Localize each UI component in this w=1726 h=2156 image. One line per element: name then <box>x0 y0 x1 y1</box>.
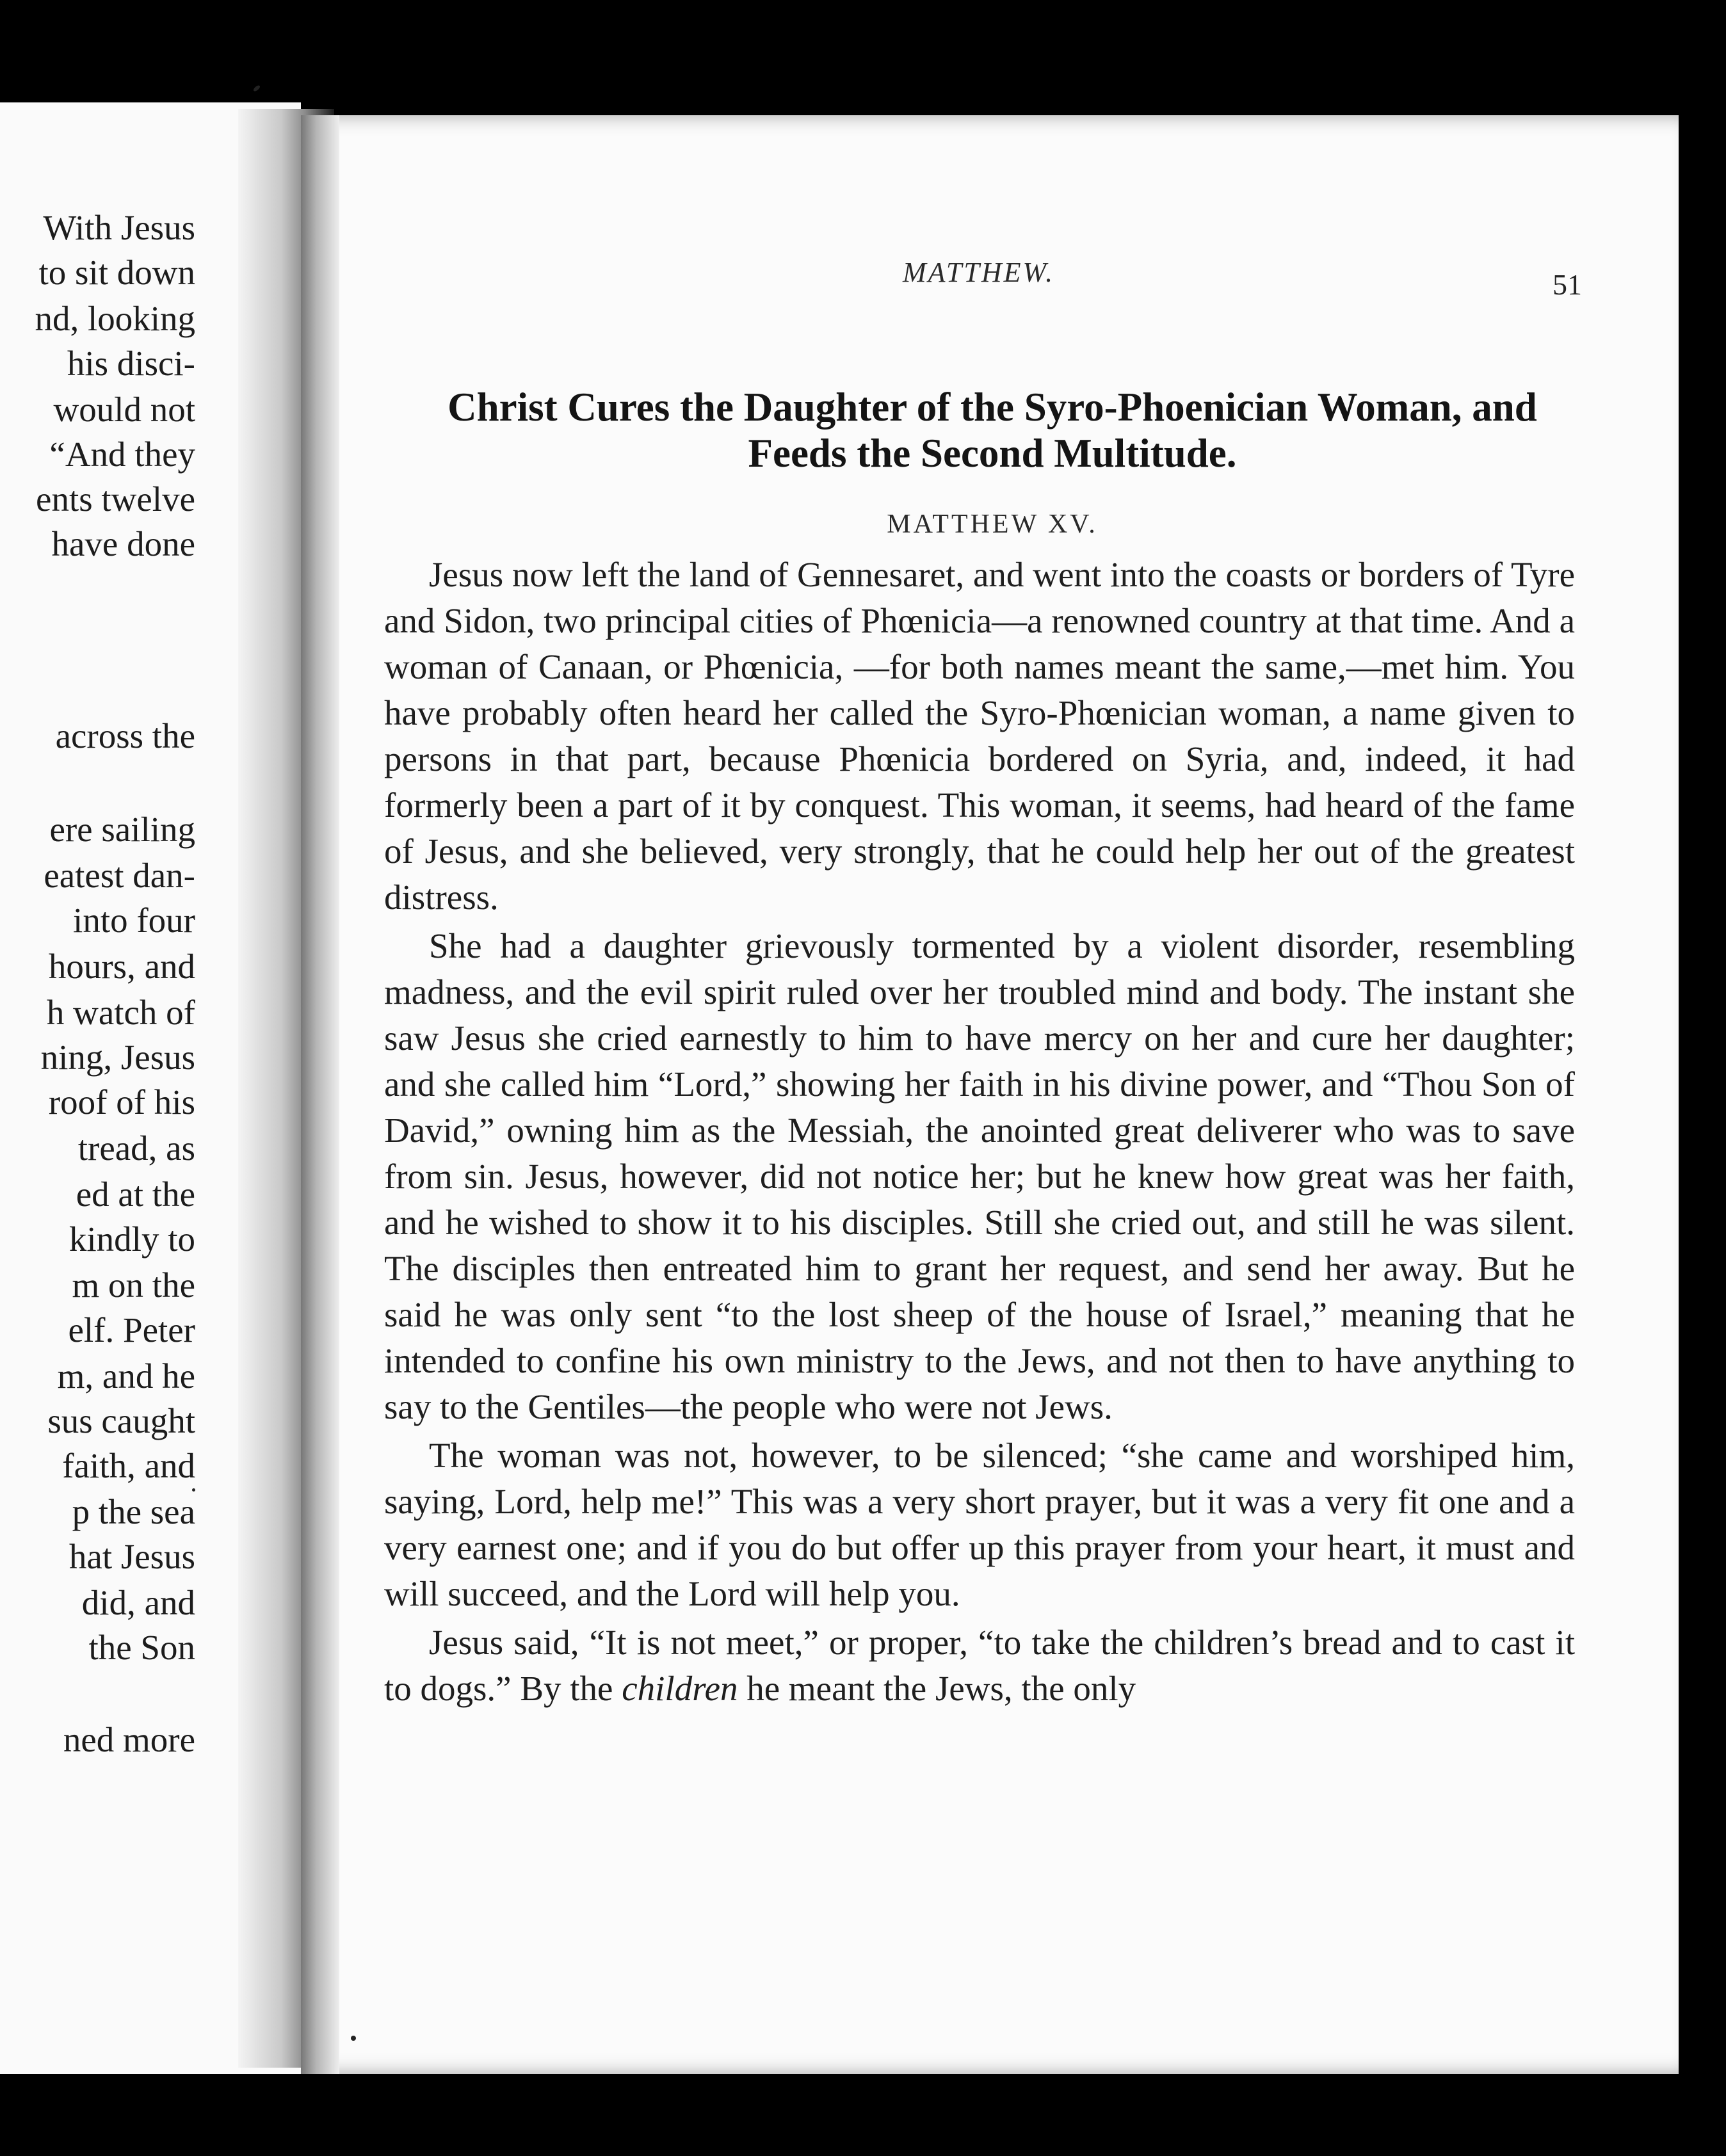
previous-page-line: elf. Peter <box>68 1310 195 1349</box>
scan-speck <box>351 2036 356 2041</box>
previous-page-line: ning, Jesus <box>40 1038 195 1077</box>
paragraph-3: The woman was not, however, to be silenced; “she came and worshiped him, saying, Lord, help me!” This was a very short prayer, but it was a very fit one and a very earnest one; and if you do but offer up this prayer from your heart, it must and will succeed, and the Lord will help you. <box>384 1436 1575 1613</box>
previous-page-line: kindly to <box>69 1219 195 1259</box>
paragraph-1: Jesus now left the land of Gennesaret, and went into the coasts or borders of Tyre and Sidon, two principal cities of Phœnicia—a renowned country at that time. And a woman of Canaan, or Phœnicia, —for both names meant the same,—met him. You have probably often heard her called the Syro-Phœnician woman, a name given to persons in that part, because Phœnicia bordered on Syria, and, indeed, it had formerly been a part of it by conquest. This woman, it seems, had heard of the fame of Jesus, and she believed, very strongly, that he could help her out of the greatest distress. <box>384 555 1575 917</box>
paragraph-4-italic-word: children <box>622 1669 738 1708</box>
section-title-line-1: Christ Cures the Daughter of the Syro-Phoenician Woman, and <box>448 385 1537 430</box>
page-number: 51 <box>1553 268 1582 301</box>
previous-page-line: the Son <box>88 1628 195 1667</box>
previous-page-line: into four <box>73 901 195 940</box>
previous-page-line: With Jesus <box>43 208 195 247</box>
previous-page-line: eatest dan- <box>44 856 195 895</box>
previous-page-line: h watch of <box>46 993 195 1032</box>
previous-page-line: sus caught <box>47 1401 195 1440</box>
previous-page-line: m, and he <box>57 1356 195 1396</box>
running-head: MATTHEW. <box>903 257 1055 288</box>
scan-speck <box>192 1488 195 1492</box>
body-text <box>384 552 1575 1714</box>
previous-page-line: ents twelve <box>36 479 195 519</box>
previous-page-line: his disci- <box>67 344 195 383</box>
previous-page-line: faith, and <box>62 1446 195 1485</box>
previous-page-line: m on the <box>72 1266 195 1305</box>
previous-page-line: have done <box>51 524 195 563</box>
previous-page-line: across the <box>55 716 195 755</box>
scan-speck <box>252 84 261 92</box>
previous-page-line: ed at the <box>76 1175 195 1214</box>
previous-page-line: ned more <box>63 1720 195 1759</box>
paragraph-4 <box>384 1620 1575 1712</box>
paragraph-2: She had a daughter grievously tormented by a violent disorder, resembling madness, and the evil spirit ruled over her troubled mind and body. The instant she saw Jesus she cried earnestly to him to have mercy on her and cure her daughter; and she called him “Lord,” showing her faith in his divine power, and “Thou Son of David,” owning him as the Messiah, the anointed great deliverer who was to save from sin. Jesus, however, did not notice her; but he knew how great was her faith, and he wished to show it to his disciples. Still she cried out, and still he was silent. The disciples then entreated him to grant her request, and send her away. But he said he was only sent “to the lost sheep of the house of Israel,” meaning that he intended to confine his own ministry to the Jews, and not then to have anything to say to the Gentiles—the people who were not Jews. <box>384 926 1575 1426</box>
previous-page-line: roof of his <box>48 1082 195 1122</box>
previous-page-line: did, and <box>81 1583 195 1622</box>
previous-page-line: ere sailing <box>49 810 195 849</box>
previous-page-line: “And they <box>49 435 195 474</box>
chapter-reference: MATTHEW XV. <box>887 510 1098 539</box>
book-gutter <box>301 115 339 2074</box>
previous-page-line: hours, and <box>48 947 195 986</box>
previous-page-line: p the sea <box>72 1492 195 1531</box>
previous-page-line: to sit down <box>38 253 195 292</box>
section-title <box>391 384 1594 476</box>
previous-page-line: nd, looking <box>35 299 195 338</box>
previous-page-line: hat Jesus <box>69 1537 195 1576</box>
previous-page-line: tread, as <box>77 1129 195 1168</box>
paragraph-4-start: Jesus said, “It is not meet,” or proper, “to take the children’s bread and to cast it to dogs.” By the <box>384 1623 1575 1708</box>
paragraph-4-end: he meant the Jews, the only <box>746 1669 1136 1708</box>
section-title-line-2: Feeds the Second Multitude. <box>748 431 1237 476</box>
previous-page-line: would not <box>53 390 195 429</box>
